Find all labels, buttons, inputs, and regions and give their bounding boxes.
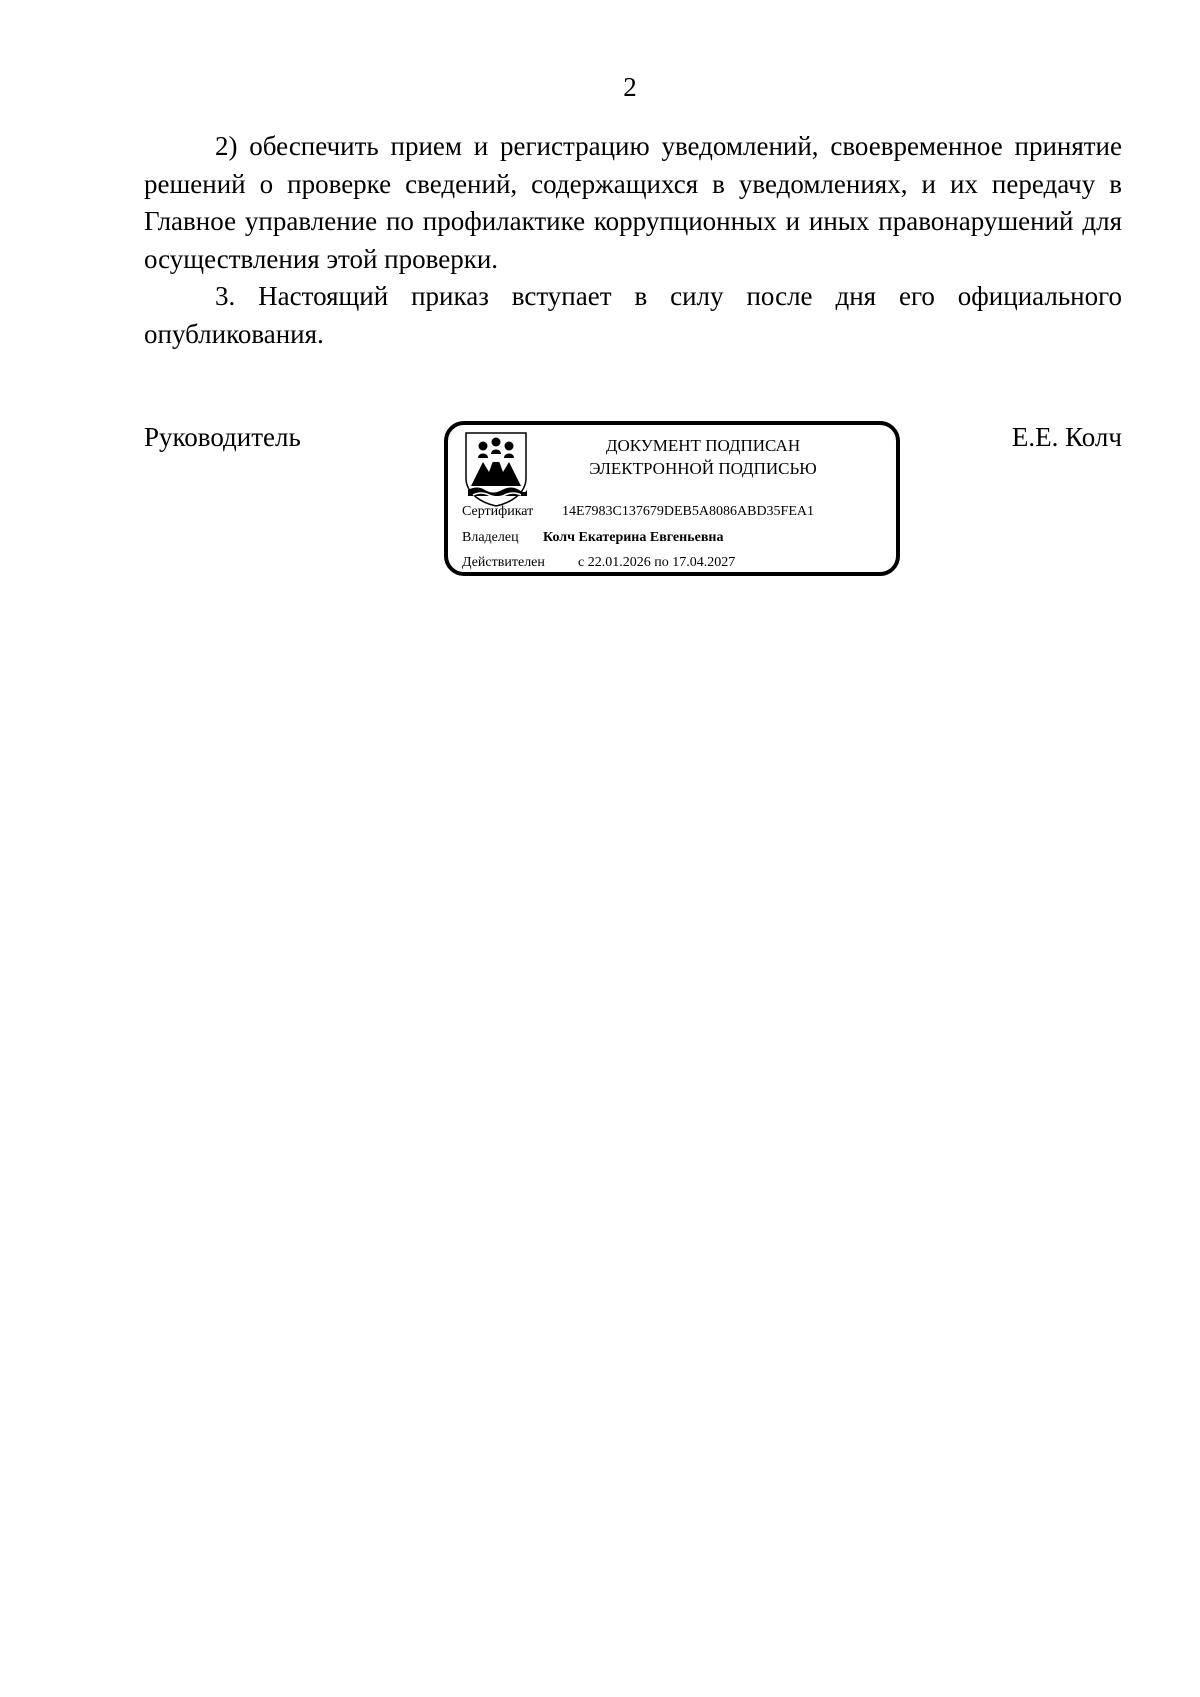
owner-value: Колч Екатерина Евгеньевна bbox=[543, 530, 724, 545]
certificate-value: 14E7983C137679DEB5A8086ABD35FEA1 bbox=[562, 504, 815, 519]
signer-position: Руководитель bbox=[144, 422, 301, 452]
validity-label: Действителен bbox=[462, 555, 545, 570]
owner-label: Владелец bbox=[462, 530, 519, 545]
page-number: 2 bbox=[623, 72, 637, 102]
stamp-title-line-2: ЭЛЕКТРОННОЙ ПОДПИСЬЮ bbox=[589, 459, 817, 478]
kamchatka-coat-of-arms-icon bbox=[465, 432, 527, 507]
paragraph-item-3: 3. Настоящий приказ вступает в силу после дня его официального опубликования. bbox=[144, 281, 1122, 349]
signer-name: Е.Е. Колч bbox=[1011, 422, 1122, 452]
document-body bbox=[144, 128, 1122, 353]
validity-value: с 22.01.2026 по 17.04.2027 bbox=[578, 555, 736, 570]
paragraph-item-2: 2) обеспечить прием и регистрацию уведомлений, своевременное принятие решений о проверке сведений, содержащихся в уведомлениях, и их передачу в Главное управление по профилактике коррупционных и иных правонарушений для осуществления этой проверки. bbox=[144, 131, 1122, 274]
stamp-title bbox=[538, 434, 868, 480]
stamp-validity-row bbox=[462, 554, 735, 572]
stamp-title-line-1: ДОКУМЕНТ ПОДПИСАН bbox=[605, 436, 801, 455]
electronic-signature-stamp bbox=[444, 421, 900, 576]
certificate-label: Сертификат bbox=[462, 504, 534, 519]
stamp-certificate-row bbox=[462, 503, 814, 521]
stamp-owner-row bbox=[462, 529, 723, 547]
